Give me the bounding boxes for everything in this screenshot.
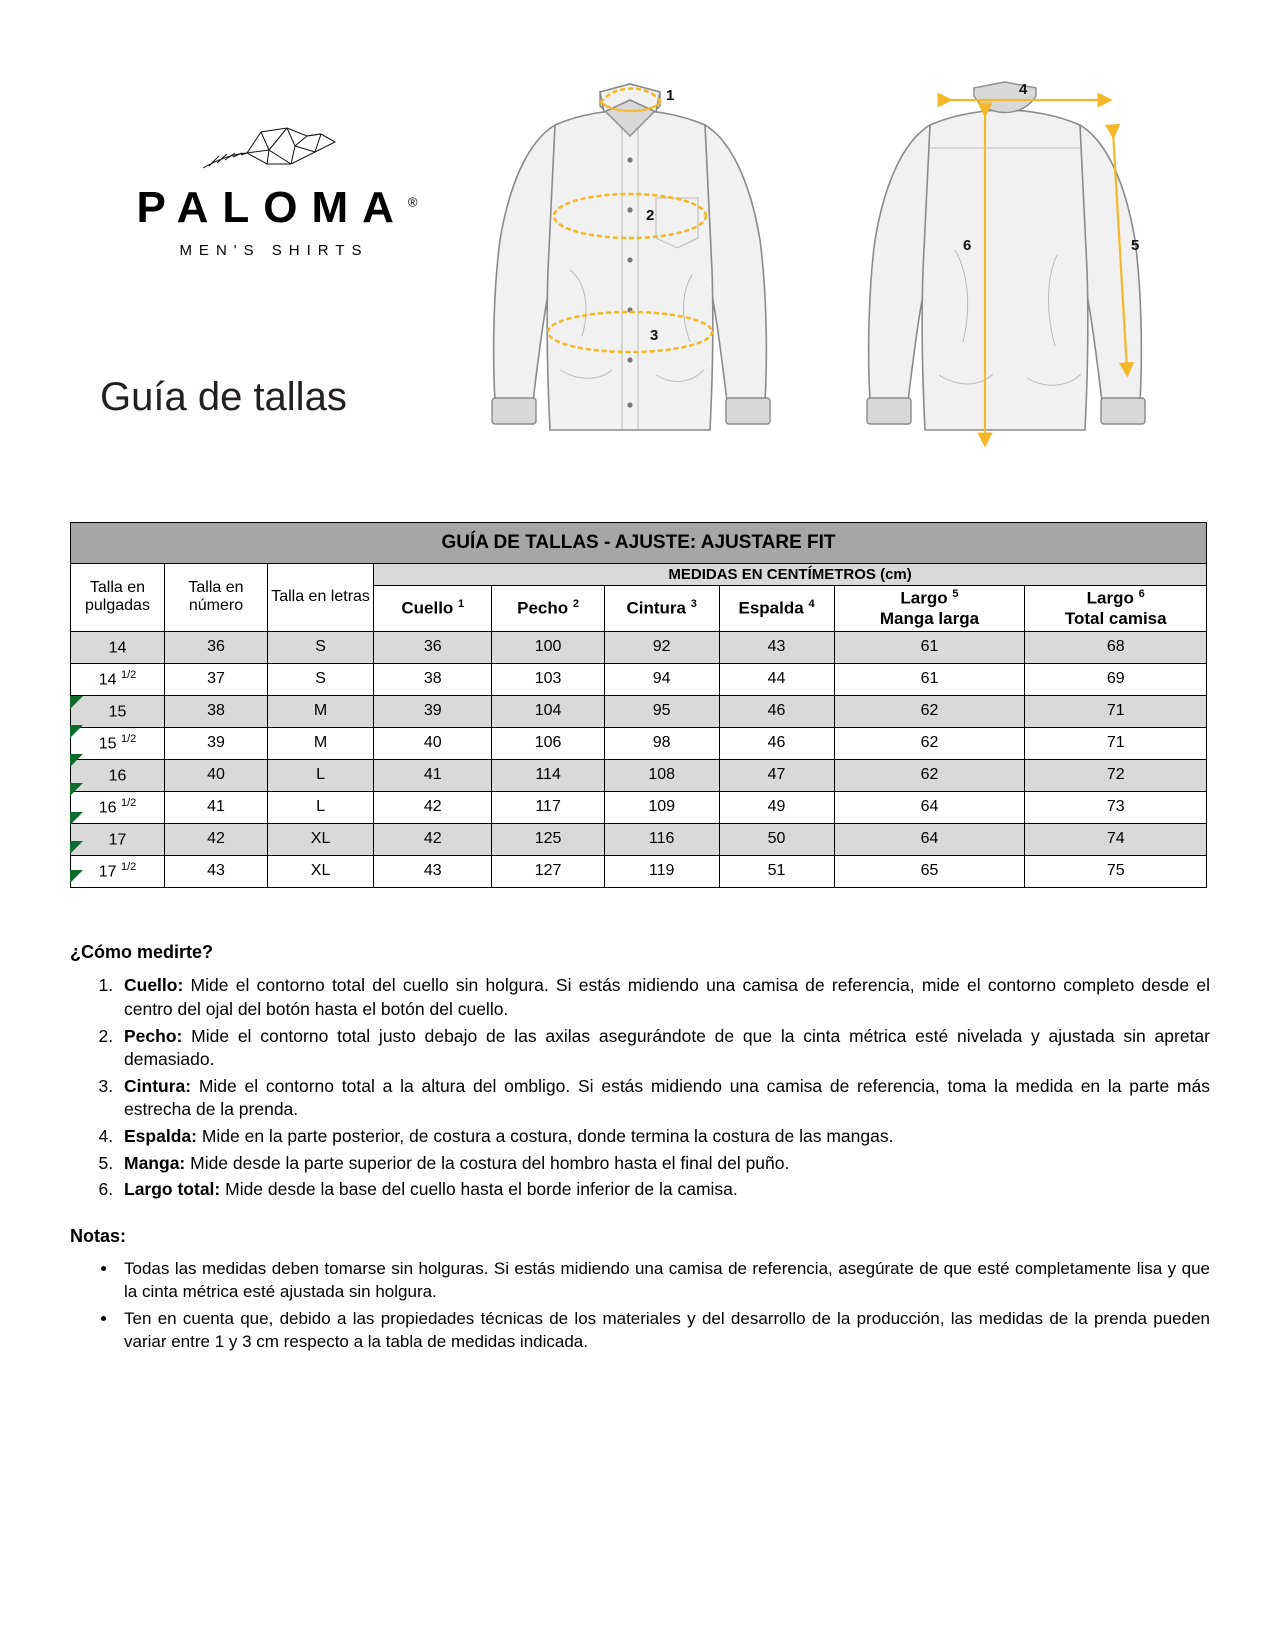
cell-total: 73 — [1025, 791, 1207, 823]
cell-cuello: 40 — [374, 727, 492, 759]
cell-espalda: 46 — [719, 695, 834, 727]
cell-cintura: 116 — [604, 823, 719, 855]
document-header — [0, 0, 1275, 500]
row-marker — [70, 696, 83, 709]
illustration-label-4: 4 — [1019, 81, 1028, 98]
cell-numero: 43 — [164, 855, 267, 887]
shirt-measurement-illustration — [460, 70, 1220, 490]
page-title: Guía de tallas — [100, 375, 347, 419]
cell-pulgadas: 17 — [71, 823, 165, 855]
col-talla-pulgadas: Talla en pulgadas — [71, 564, 165, 632]
cell-pulgadas: 17 $^{1/2}$ — [71, 855, 165, 887]
col-talla-letras: Talla en letras — [267, 564, 373, 632]
cell-manga: 61 — [834, 631, 1025, 663]
cell-pecho: 100 — [492, 631, 604, 663]
col-cuello: Cuello $^1$ — [374, 586, 492, 632]
cell-numero: 37 — [164, 663, 267, 695]
cell-cuello: 38 — [374, 663, 492, 695]
cell-numero: 38 — [164, 695, 267, 727]
list-item — [118, 1152, 1210, 1176]
cell-cuello: 42 — [374, 791, 492, 823]
cell-pulgadas: 14 — [71, 631, 165, 663]
list-item — [118, 1125, 1210, 1149]
cell-numero: 40 — [164, 759, 267, 791]
cell-cintura: 98 — [604, 727, 719, 759]
table-row — [71, 759, 1207, 791]
cell-espalda: 46 — [719, 727, 834, 759]
cell-pulgadas: 16 — [71, 759, 165, 791]
illustration-label-6: 6 — [963, 237, 972, 254]
notes-heading: Notas: — [70, 1225, 127, 1246]
term-text: Mide el contorno total justo debajo de las axilas asegurándote de que la cinta métrica esté nivelada y ajustada sin apretar demasiado. — [124, 1025, 1210, 1070]
cell-pecho: 125 — [492, 823, 604, 855]
diamond-logo-icon — [195, 120, 345, 180]
cell-manga: 64 — [834, 823, 1025, 855]
cell-pulgadas: 15 — [71, 695, 165, 727]
term-text: Mide desde la parte superior de la costura del hombro hasta el final del puño. — [185, 1152, 790, 1173]
cell-cintura: 109 — [604, 791, 719, 823]
cell-pulgadas: 16 $^{1/2}$ — [71, 791, 165, 823]
term: Manga: — [124, 1152, 186, 1173]
illustration-label-3: 3 — [650, 327, 659, 344]
cell-pulgadas: 15 $^{1/2}$ — [71, 727, 165, 759]
cell-pecho: 127 — [492, 855, 604, 887]
cell-manga: 62 — [834, 727, 1025, 759]
row-marker — [70, 725, 83, 738]
table-row — [71, 823, 1207, 855]
list-item — [118, 1025, 1210, 1072]
shirt-back — [867, 81, 1145, 440]
row-marker — [70, 783, 83, 796]
cell-total: 68 — [1025, 631, 1207, 663]
cell-total: 71 — [1025, 727, 1207, 759]
term: Largo total: — [124, 1179, 221, 1200]
cell-cintura: 92 — [604, 631, 719, 663]
size-guide-table — [70, 522, 1207, 888]
illustration-label-5: 5 — [1131, 237, 1140, 254]
cell-pecho: 117 — [492, 791, 604, 823]
cell-manga: 62 — [834, 759, 1025, 791]
cell-cuello: 36 — [374, 631, 492, 663]
row-marker — [70, 812, 83, 825]
cell-cuello: 43 — [374, 855, 492, 887]
cell-total: 71 — [1025, 695, 1207, 727]
illustration-label-2: 2 — [646, 207, 655, 224]
term: Pecho: — [124, 1025, 183, 1046]
table-title: GUÍA DE TALLAS - AJUSTE: AJUSTARE FIT — [71, 523, 1207, 564]
cell-letras: M — [267, 727, 373, 759]
registered-mark: ® — [407, 194, 418, 210]
row-marker — [70, 870, 83, 883]
cell-espalda: 47 — [719, 759, 834, 791]
col-units-header: MEDIDAS EN CENTÍMETROS (cm) — [374, 564, 1207, 586]
term-text: Mide desde la base del cuello hasta el borde inferior de la camisa. — [220, 1179, 738, 1200]
term: Cintura: — [124, 1075, 192, 1096]
cell-numero: 36 — [164, 631, 267, 663]
cell-total: 69 — [1025, 663, 1207, 695]
cell-letras: M — [267, 695, 373, 727]
cell-cintura: 94 — [604, 663, 719, 695]
cell-manga: 64 — [834, 791, 1025, 823]
cell-espalda: 49 — [719, 791, 834, 823]
list-item: • Todas las medidas deben tomarse sin holguras. Si estás midiendo una camisa de referencia, asegúrate de que esté completamente lisa y que la cinta métrica esté ajustada sin holgura. — [118, 1258, 1210, 1304]
cell-pecho: 104 — [492, 695, 604, 727]
term: Cuello: — [124, 975, 184, 996]
brand-tagline: MEN'S SHIRTS — [179, 242, 369, 259]
cell-cintura: 108 — [604, 759, 719, 791]
illustration-label-1: 1 — [666, 87, 675, 104]
row-marker — [70, 841, 83, 854]
cell-letras: S — [267, 631, 373, 663]
cell-letras: XL — [267, 823, 373, 855]
col-espalda: Espalda $^4$ — [719, 586, 834, 632]
col-pecho: Pecho $^2$ — [492, 586, 604, 632]
how-to-list — [88, 974, 1210, 1202]
cell-letras: XL — [267, 855, 373, 887]
table-row — [71, 663, 1207, 695]
instructions-section — [70, 940, 1210, 1358]
cell-manga: 61 — [834, 663, 1025, 695]
table-body — [71, 631, 1207, 887]
cell-pecho: 114 — [492, 759, 604, 791]
cell-cuello: 39 — [374, 695, 492, 727]
cell-cuello: 42 — [374, 823, 492, 855]
col-talla-numero: Talla en número — [164, 564, 267, 632]
cell-total: 74 — [1025, 823, 1207, 855]
cell-total: 72 — [1025, 759, 1207, 791]
term-text: Mide el contorno total a la altura del ombligo. Si estás midiendo una camisa de referencia, toma la medida en la parte más estrecha de la prenda. — [124, 1075, 1210, 1120]
notes-list — [88, 1258, 1210, 1354]
cell-espalda: 43 — [719, 631, 834, 663]
table-row — [71, 695, 1207, 727]
cell-cuello: 41 — [374, 759, 492, 791]
how-to-heading: ¿Cómo medirte? — [70, 942, 214, 962]
shirt-front — [492, 84, 770, 430]
table-row — [71, 631, 1207, 663]
cell-numero: 42 — [164, 823, 267, 855]
cell-espalda: 44 — [719, 663, 834, 695]
table-header-row-1 — [71, 564, 1207, 586]
cell-pecho: 103 — [492, 663, 604, 695]
term-text: Mide en la parte posterior, de costura a costura, donde termina la costura de las mangas. — [196, 1126, 894, 1147]
cell-espalda: 50 — [719, 823, 834, 855]
table-row — [71, 791, 1207, 823]
list-item — [118, 974, 1210, 1021]
list-item — [118, 1178, 1210, 1202]
col-largo-total: Largo $^6$ Total camisa — [1025, 586, 1207, 632]
cell-espalda: 51 — [719, 855, 834, 887]
cell-manga: 62 — [834, 695, 1025, 727]
cell-manga: 65 — [834, 855, 1025, 887]
term-text: Mide el contorno total del cuello sin holgura. Si estás midiendo una camisa de referencia, mide el contorno completo desde el centro del ojal del botón hasta el botón del cuello. — [124, 975, 1210, 1019]
brand-block — [70, 120, 470, 259]
cell-total: 75 — [1025, 855, 1207, 887]
term: Espalda: — [124, 1126, 197, 1147]
cell-letras: L — [267, 791, 373, 823]
list-item — [118, 1075, 1210, 1122]
cell-numero: 41 — [164, 791, 267, 823]
cell-letras: L — [267, 759, 373, 791]
table-title-row — [71, 523, 1207, 564]
table-row — [71, 727, 1207, 759]
list-item: • Ten en cuenta que, debido a las propiedades técnicas de los materiales y del desarrollo de la producción, las medidas de la prenda pueden variar entre 1 y 3 cm respecto a la tabla de medidas indicada. — [118, 1308, 1210, 1354]
cell-letras: S — [267, 663, 373, 695]
cell-numero: 39 — [164, 727, 267, 759]
brand-name: PALOMA® — [136, 183, 418, 232]
table-row — [71, 855, 1207, 887]
cell-pecho: 106 — [492, 727, 604, 759]
col-largo-manga: Largo $^5$ Manga larga — [834, 586, 1025, 632]
col-cintura: Cintura $^3$ — [604, 586, 719, 632]
cell-cintura: 95 — [604, 695, 719, 727]
cell-pulgadas: 14 $^{1/2}$ — [71, 663, 165, 695]
row-marker — [70, 754, 83, 767]
cell-cintura: 119 — [604, 855, 719, 887]
